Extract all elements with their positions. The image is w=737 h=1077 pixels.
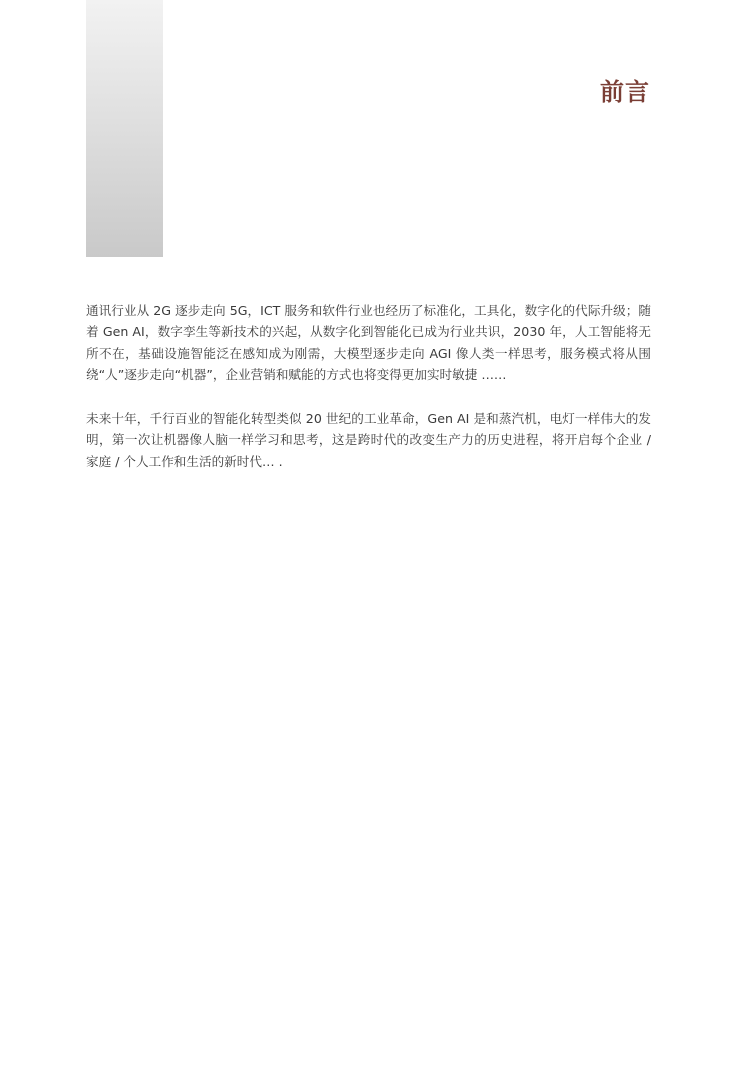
preface-paragraph-2: 未来十年，千行百业的智能化转型类似 20 世纪的工业革命，Gen AI 是和蒸汽机，电灯一样伟大的发明，第一次让机器像人脑一样学习和思考，这是跨时代的改变生产力的历史进程，将开启每个企业 / 家庭 / 个人工作和生活的新时代… . [86,411,651,469]
preface-paragraph-1: 通讯行业从 2G 逐步走向 5G，ICT 服务和软件行业也经历了标准化，工具化，数字化的代际升级；随着 Gen AI，数字孪生等新技术的兴起，从数字化到智能化已成为行业共识，2030 年，人工智能将无所不在，基础设施智能泛在感知成为刚需，大模型逐步走向 AGI 像人类一样思考，服务模式将从围绕“人”逐步走向“机器”，企业营销和赋能的方式也将变得更加实时敏捷 …… [86,303,651,383]
decorative-gray-band [86,0,163,257]
page-title: 前言 [600,78,650,106]
